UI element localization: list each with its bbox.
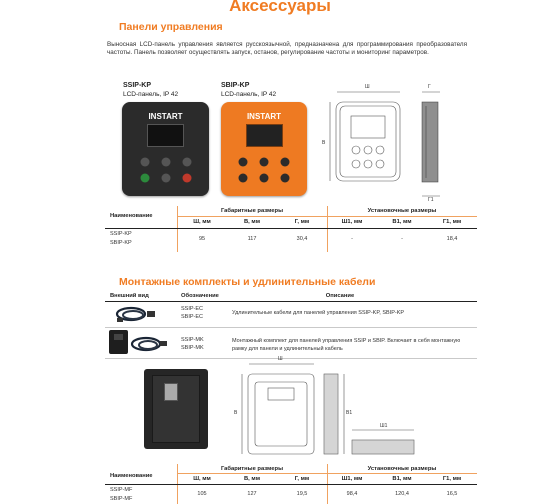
table1-col-d1: Г1, мм [442,219,462,225]
table2-group-mounting: Установочные размеры [367,466,437,472]
control-panel-sbip-image [221,102,307,196]
row-description: Монтажный комплект для панелей управления SSIP и SBIP. Включает в себя монтажную рамку для панели и удлинительный кабель [232,338,461,352]
table2-name-header: Наименование [110,473,153,479]
panel-model-ssip: SSIP-KP [123,82,152,89]
keypad [136,154,196,190]
table2-col-h1: В1, мм [392,476,412,482]
table1-col-w1: Ш1, мм [341,219,363,225]
dim-label-h1: В1 [346,410,353,416]
dim-label-d1: Г1 [428,197,434,203]
mounting-kit-image [108,329,170,357]
table2-row-name: SSIP-MF [110,487,133,493]
code-ssip-ec: SSIP-EC [181,306,204,312]
table1-group-dimensions: Габаритные размеры [220,208,284,214]
extension-cable-image [111,304,167,324]
table2-cell: 105 [197,491,207,497]
table1-row-name: SBIP-KP [110,240,132,246]
table-divider [105,301,477,302]
table2-cell: 16,5 [446,491,458,497]
lcd-screen [147,124,184,147]
page-title: Аксессуары [229,0,331,15]
mounting-frame-image [144,369,208,449]
table2-header-appearance: Внешний вид [110,293,149,299]
table1-cell: - [401,236,403,242]
table2-cell: 98,4 [346,491,358,497]
brand-logo: INSTART [148,112,183,121]
table1-cell: 18,4 [446,236,458,242]
dim-label-height: В [234,410,238,416]
code-ssip-mk: SSIP-MK [181,337,204,343]
dim-label-width: Ш [365,84,370,90]
table1-col-d: Г, мм [294,219,310,225]
brand-logo: INSTART [246,112,282,121]
table1-cell: 117 [247,236,257,242]
table1-col-w: Ш, мм [193,219,211,225]
table1-col-h1: В1, мм [392,219,412,225]
table1-col-h: В, мм [244,219,260,225]
table-divider [105,327,477,328]
table1-group-mounting: Установочные размеры [367,208,437,214]
panel-dimension-drawing [318,84,458,206]
table2-col-d: Г, мм [294,476,310,482]
panel-subtitle-sbip: LCD-панель, IP 42 [221,91,277,98]
table2-col-w1: Ш1, мм [341,476,363,482]
dim-label-w1: Ш1 [380,423,388,429]
table-divider [177,206,178,252]
panel-subtitle-ssip: LCD-панель, IP 42 [123,91,179,98]
table2-col-d1: Г1, мм [442,476,462,482]
table1-cell: 95 [198,236,206,242]
dim-label-width: Ш [278,356,283,362]
dim-label-height: В [322,140,326,146]
section-description: Выносная LCD-панель управления является русскоязычной, предназначена для программирования преобразователя частоты. Панель позволяет осуществлять запуск, останов, регулирование частоты и мониторинг параметров. [107,41,467,57]
table2-cell: 127 [247,491,257,497]
table2-group-dimensions: Габаритные размеры [220,466,284,472]
table-divider [327,206,328,252]
table2-col-h: В, мм [244,476,260,482]
row-description: Удлинительные кабели для панелей управления SSIP-KP, SBIP-KP [232,310,405,316]
table2-header-designation: Обозначение [181,293,219,299]
keypad [234,154,294,190]
table2-col-w: Ш, мм [193,476,211,482]
table-divider [105,228,477,229]
frame-window [164,383,178,401]
table1-name-header: Наименование [110,213,153,219]
table2-cell: 19,5 [296,491,308,497]
dim-label-depth: Г [428,84,431,90]
table2-header-description: Описание [325,293,355,299]
table2-cell: 120,4 [395,491,409,497]
control-panel-ssip-image [122,102,209,196]
frame-dimension-drawing [234,358,430,458]
table1-cell: - [351,236,353,242]
lcd-screen [246,124,283,147]
table1-cell: 30,4 [296,236,308,242]
code-sbip-ec: SBIP-EC [181,314,204,320]
code-sbip-mk: SBIP-MK [181,345,204,351]
section-title-control-panels: Панели управления [119,21,223,33]
table2-row-name: SBIP-MF [110,496,133,502]
table-divider [105,484,477,485]
panel-model-sbip: SBIP-KP [221,82,250,89]
section-title-mounting-kits: Монтажные комплекты и удлинительные кабели [119,276,376,288]
table1-row-name: SSIP-KP [110,231,132,237]
